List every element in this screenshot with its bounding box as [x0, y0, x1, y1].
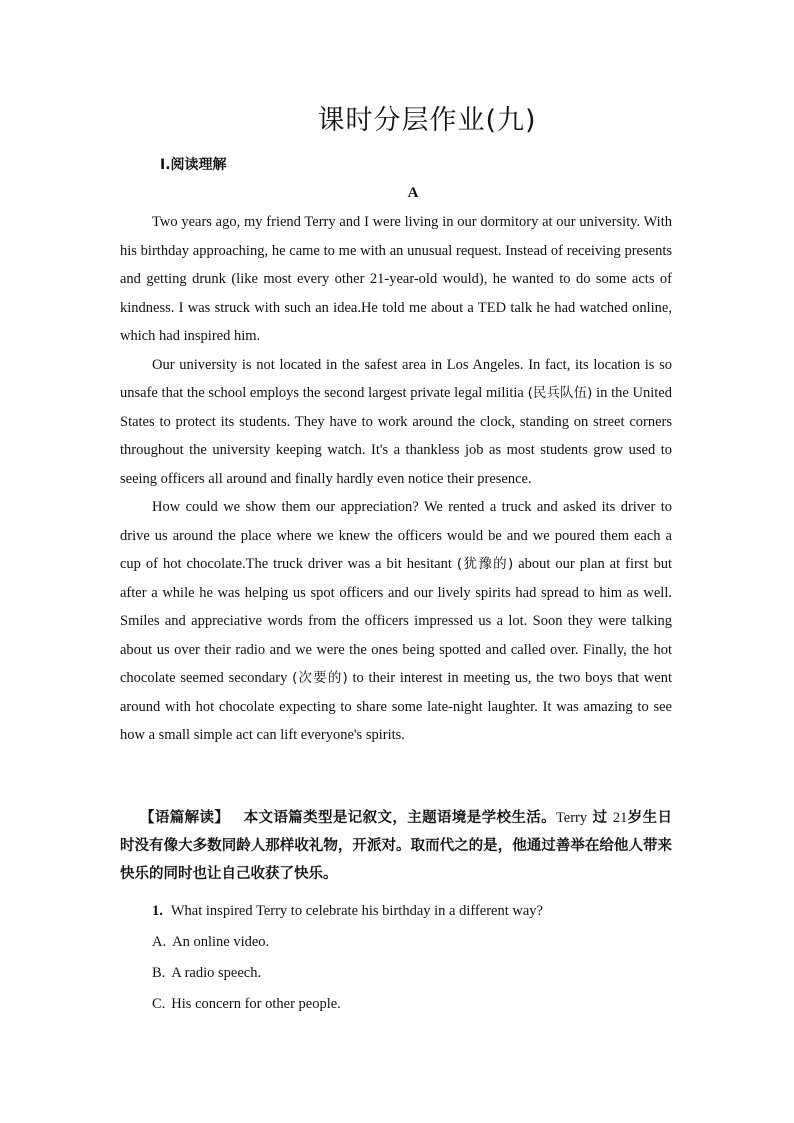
passage-label: A: [407, 185, 419, 201]
gloss-militia: (民兵队伍): [527, 385, 593, 401]
analysis-text-a: 本文语篇类型是记叙文，主题语境是学校生活。: [243, 810, 556, 826]
gloss-hesitant: (犹豫的): [456, 556, 514, 572]
option-c-letter: C.: [152, 996, 166, 1012]
option-a-letter: A.: [152, 934, 167, 950]
analysis-name: Terry: [555, 810, 588, 826]
option-a[interactable]: [152, 927, 672, 958]
gloss-secondary: (次要的): [292, 670, 348, 686]
option-b-letter: B.: [152, 965, 166, 981]
paragraph-2: [120, 351, 672, 494]
paragraph-1-text: Two years ago, my friend Terry and I were living in our dormitory at our university. With his birthday approaching, he came to me with an unusual request. Instead of receiving presents and getting drunk (like most every other 21-year-old would), he wanted to do some acts of kindness. I was struck with such an idea.He told me about a TED talk he had watched online, which had inspired him.: [120, 214, 672, 344]
analysis-text-c: 岁生日时没有像大多数同龄人那样收礼物，开派对。取而代之的是，他通过善举在给他人带来快乐的同时也让自己收获了快乐。: [120, 810, 672, 882]
paragraph-3-text-a: How could we show them our appreciation? We rented a truck and asked its driver to drive us around the place where we knew the officers would be and we poured them each a cup of hot chocolate.The truck driver was a bit hesitant: [120, 499, 672, 572]
discourse-analysis: [120, 804, 672, 888]
option-c[interactable]: [152, 989, 672, 1020]
reading-passage: [120, 208, 672, 750]
question-number: 1.: [152, 903, 163, 919]
paragraph-3-text-b: about our plan at first but after a while he was helping us spot officers and our lively spirits had spread to him as well. Smiles and appreciative words from the officers impressed us a lot. Soon they were talking about us over their radio and we were the ones being spotted and called over. Finally, the hot chocolate seemed secondary: [120, 556, 672, 686]
question-block: [152, 896, 672, 1020]
page-title: 课时分层作业(九): [317, 105, 537, 136]
section-heading: Ⅰ.阅读理解: [160, 157, 227, 173]
paragraph-2-text-b: in the United States to protect its students. They have to work around the clock, standing on street corners throughout the university keeping watch. It's a thankless job as most students grow used to seeing officers all around and finally hardly even notice their presence.: [120, 385, 672, 487]
question-stem: [152, 896, 672, 927]
paragraph-2-text-a: Our university is not located in the safest area in Los Angeles. In fact, its location is so unsafe that the school employs the second largest private legal militia: [120, 356, 672, 401]
option-b-text: A radio speech.: [171, 965, 262, 981]
paragraph-3-text-c: to their interest in meeting us, the two boys that went around with hot chocolate expecting to share some late-night laughter. It was amazing to see how a small simple act can lift everyone's spirits.: [120, 670, 672, 743]
analysis-tag: 【语篇解读】: [140, 810, 230, 826]
paragraph-1: [120, 208, 672, 351]
question-text: What inspired Terry to celebrate his birthday in a different way?: [170, 903, 543, 919]
option-c-text: His concern for other people.: [171, 996, 341, 1012]
option-a-text: An online video.: [172, 934, 270, 950]
analysis-age: 21: [612, 810, 628, 826]
option-b[interactable]: [152, 958, 672, 989]
analysis-text-b: 过: [592, 810, 608, 826]
paragraph-3: [120, 493, 672, 750]
